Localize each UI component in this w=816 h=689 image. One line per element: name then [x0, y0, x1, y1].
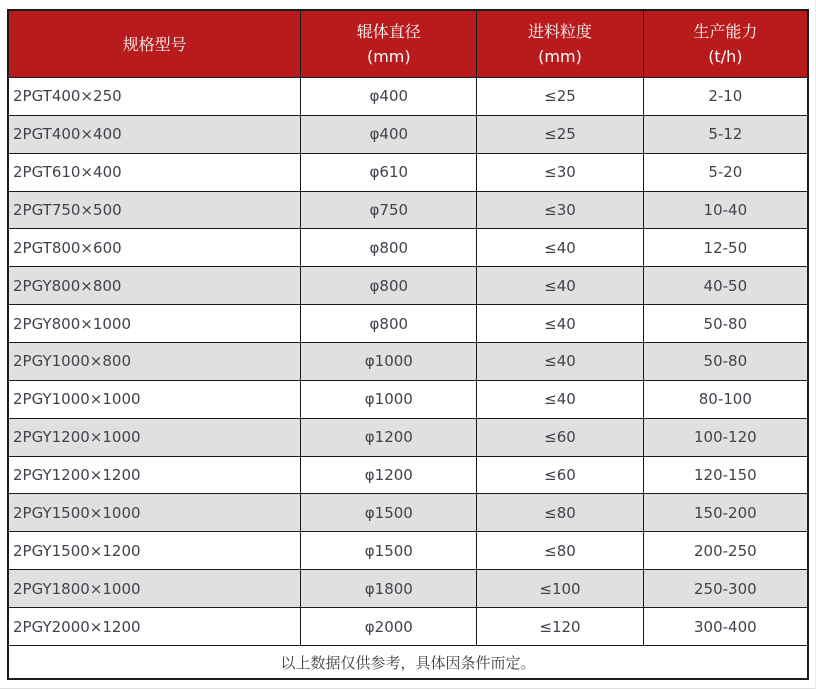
value-cell: 100-120 — [643, 418, 808, 456]
value-cell: 80-100 — [643, 380, 808, 418]
table-row — [8, 78, 808, 116]
value-cell: ≤30 — [477, 153, 643, 191]
value-cell: φ750 — [301, 191, 477, 229]
value-cell: φ2000 — [301, 608, 477, 646]
value-cell: 5-12 — [643, 115, 808, 153]
header-unit: (mm) — [366, 47, 411, 66]
value-cell: ≤40 — [477, 267, 643, 305]
value-cell: ≤120 — [477, 608, 643, 646]
value-cell: φ1500 — [301, 494, 477, 532]
model-cell: 2PGY1800×1000 — [8, 570, 301, 608]
table-row — [8, 494, 808, 532]
table-row — [8, 229, 808, 267]
model-cell: 2PGY1000×1000 — [8, 380, 301, 418]
table-row — [8, 532, 808, 570]
table-row — [8, 305, 808, 343]
value-cell: φ400 — [301, 115, 477, 153]
value-cell: ≤60 — [477, 456, 643, 494]
value-cell: φ1500 — [301, 532, 477, 570]
value-cell: ≤30 — [477, 191, 643, 229]
model-cell: 2PGT400×250 — [8, 78, 301, 116]
table-row — [8, 267, 808, 305]
header-label: 辊体直径 — [356, 22, 421, 41]
value-cell: ≤40 — [477, 305, 643, 343]
header-row — [8, 10, 808, 78]
model-cell: 2PGT800×600 — [8, 229, 301, 267]
model-cell: 2PGY800×1000 — [8, 305, 301, 343]
header-cell-feed-size — [477, 10, 643, 78]
value-cell: 10-40 — [643, 191, 808, 229]
model-cell: 2PGY1000×800 — [8, 343, 301, 381]
table-row — [8, 343, 808, 381]
value-cell: φ1200 — [301, 456, 477, 494]
footnote: 以上数据仅供参考，具体因条件而定。 — [8, 646, 808, 680]
table-row — [8, 191, 808, 229]
value-cell: ≤80 — [477, 532, 643, 570]
spec-table — [7, 9, 809, 680]
model-cell: 2PGT400×400 — [8, 115, 301, 153]
value-cell: 2-10 — [643, 78, 808, 116]
table-row — [8, 380, 808, 418]
value-cell: φ1200 — [301, 418, 477, 456]
value-cell: 300-400 — [643, 608, 808, 646]
value-cell: φ1000 — [301, 343, 477, 381]
model-cell: 2PGY1200×1000 — [8, 418, 301, 456]
header-cell-capacity — [643, 10, 808, 78]
value-cell: 50-80 — [643, 343, 808, 381]
table-row — [8, 570, 808, 608]
model-cell: 2PGT610×400 — [8, 153, 301, 191]
table-row — [8, 456, 808, 494]
model-cell: 2PGY1500×1200 — [8, 532, 301, 570]
model-cell: 2PGY800×800 — [8, 267, 301, 305]
model-cell: 2PGY1500×1000 — [8, 494, 301, 532]
value-cell: ≤100 — [477, 570, 643, 608]
header-cell-model — [8, 10, 301, 78]
footnote-row — [8, 646, 808, 680]
value-cell: 120-150 — [643, 456, 808, 494]
value-cell: 12-50 — [643, 229, 808, 267]
value-cell: 40-50 — [643, 267, 808, 305]
value-cell: φ610 — [301, 153, 477, 191]
value-cell: φ800 — [301, 267, 477, 305]
header-unit: (mm) — [538, 47, 582, 66]
value-cell: φ1000 — [301, 380, 477, 418]
value-cell: φ400 — [301, 78, 477, 116]
value-cell: 5-20 — [643, 153, 808, 191]
model-cell: 2PGY2000×1200 — [8, 608, 301, 646]
table-body — [8, 78, 808, 646]
model-cell: 2PGY1200×1200 — [8, 456, 301, 494]
header-label: 规格型号 — [122, 34, 187, 54]
table-footer — [8, 646, 808, 680]
table-row — [8, 608, 808, 646]
value-cell: ≤60 — [477, 418, 643, 456]
model-cell: 2PGT750×500 — [8, 191, 301, 229]
value-cell: ≤25 — [477, 78, 643, 116]
value-cell: ≤25 — [477, 115, 643, 153]
value-cell: 150-200 — [643, 494, 808, 532]
value-cell: 50-80 — [643, 305, 808, 343]
table-row — [8, 418, 808, 456]
value-cell: φ1800 — [301, 570, 477, 608]
value-cell: ≤40 — [477, 343, 643, 381]
value-cell: φ800 — [301, 305, 477, 343]
header-label: 生产能力 — [693, 22, 758, 41]
table-header — [8, 10, 808, 78]
value-cell: 250-300 — [643, 570, 808, 608]
table-row — [8, 115, 808, 153]
header-unit: (t/h) — [708, 47, 743, 66]
table-row — [8, 153, 808, 191]
header-label: 进料粒度 — [527, 22, 592, 41]
value-cell: φ800 — [301, 229, 477, 267]
value-cell: ≤40 — [477, 229, 643, 267]
value-cell: ≤80 — [477, 494, 643, 532]
value-cell: 200-250 — [643, 532, 808, 570]
value-cell: ≤40 — [477, 380, 643, 418]
header-cell-roller-diameter — [301, 10, 477, 78]
